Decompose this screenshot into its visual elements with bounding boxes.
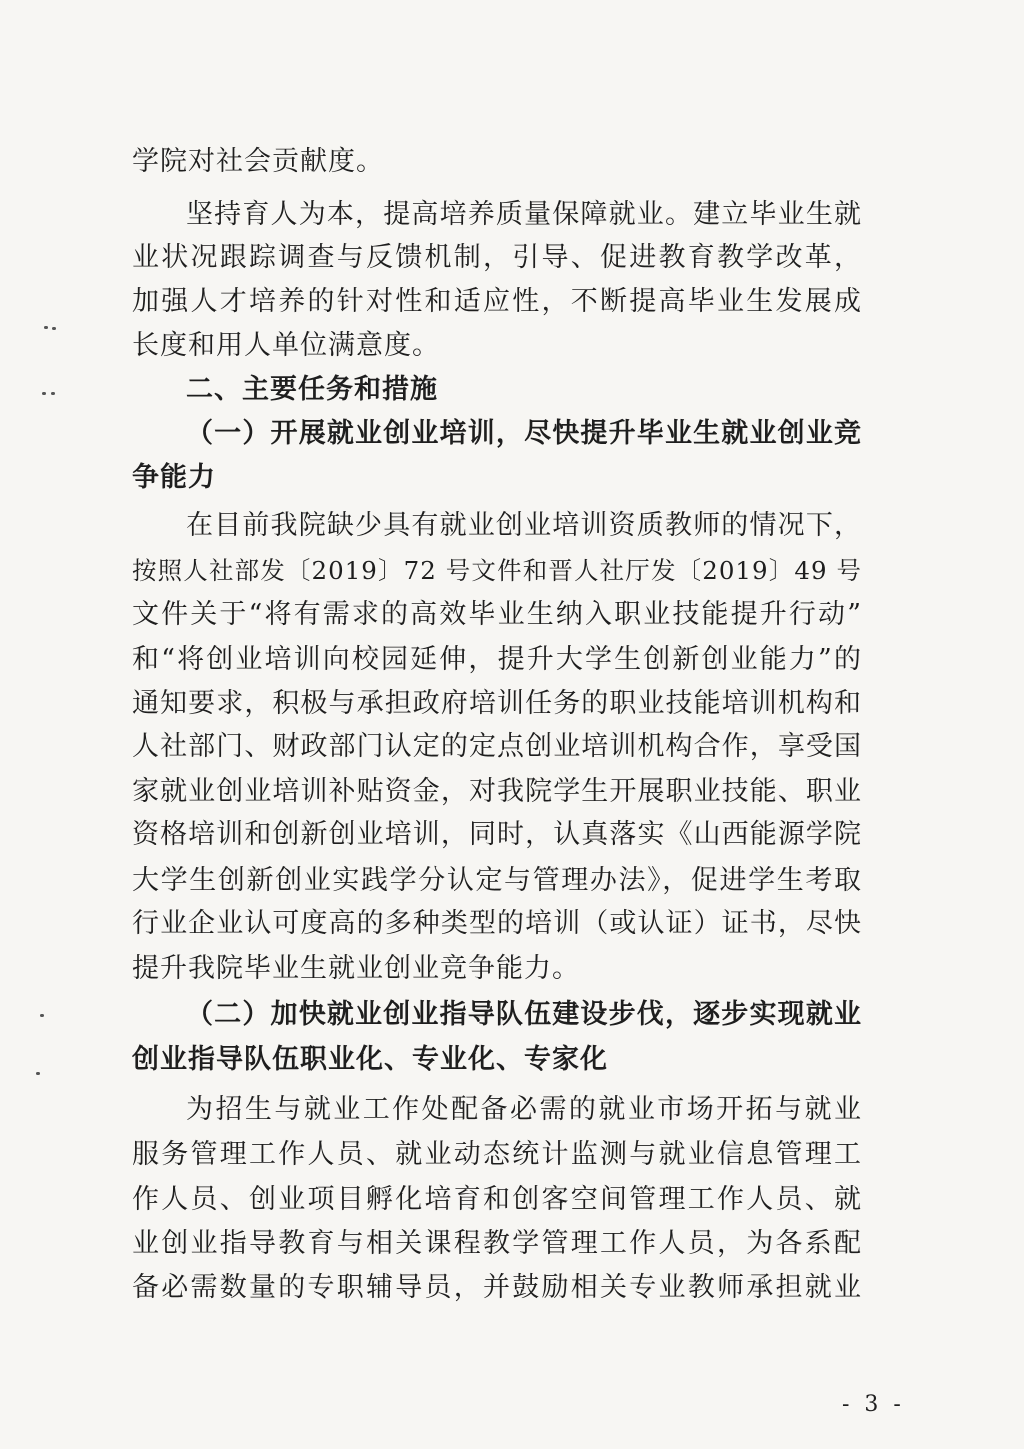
scan-speck <box>44 326 48 329</box>
paragraph-line: 提升我院毕业生就业创业竞争能力。 <box>132 953 580 984</box>
paragraph-line: 文件关于“将有需求的高效毕业生纳入职业技能提升行动” <box>132 599 862 630</box>
subsection-heading: 创业指导队伍职业化、专业化、专家化 <box>132 1044 608 1075</box>
paragraph-line: 备必需数量的专职辅导员，并鼓励相关专业教师承担就业 <box>132 1272 862 1303</box>
scan-speck <box>51 392 55 395</box>
scan-speck <box>40 1014 44 1017</box>
scan-speck <box>42 392 46 395</box>
paragraph-line: 资格培训和创新创业培训，同时，认真落实《山西能源学院 <box>132 819 862 850</box>
paragraph-line: 通知要求，积极与承担政府培训任务的职业技能培训机构和 <box>132 688 862 719</box>
paragraph-line: 行业企业认可度高的多种类型的培训（或认证）证书，尽快 <box>132 908 862 939</box>
section-heading: 二、主要任务和措施 <box>186 374 438 405</box>
scan-speck <box>52 327 56 330</box>
subsection-heading: （一）开展就业创业培训，尽快提升毕业生就业创业竞 <box>186 418 862 449</box>
paragraph-line: 业创业指导教育与相关课程教学管理工作人员，为各系配 <box>132 1228 862 1259</box>
paragraph-line: 服务管理工作人员、就业动态统计监测与就业信息管理工 <box>132 1139 862 1170</box>
paragraph-line: 家就业创业培训补贴资金，对我院学生开展职业技能、职业 <box>132 776 862 807</box>
paragraph-line: 人社部门、财政部门认定的定点创业培训机构合作，享受国 <box>132 731 862 762</box>
subsection-heading: 争能力 <box>132 462 216 493</box>
paragraph-line: 坚持育人为本，提高培养质量保障就业。建立毕业生就 <box>186 199 862 230</box>
page-number: - 3 - <box>842 1392 905 1417</box>
paragraph-line: 业状况跟踪调查与反馈机制，引导、促进教育教学改革， <box>132 242 862 273</box>
paragraph-line: 为招生与就业工作处配备必需的就业市场开拓与就业 <box>186 1094 862 1125</box>
scan-speck <box>36 1072 40 1075</box>
paragraph-line: 学院对社会贡献度。 <box>132 146 384 177</box>
paragraph-line: 加强人才培养的针对性和适应性，不断提高毕业生发展成 <box>132 286 862 317</box>
subsection-heading: （二）加快就业创业指导队伍建设步伐，逐步实现就业 <box>186 999 862 1030</box>
paragraph-line: 和“将创业培训向校园延伸，提升大学生创新创业能力”的 <box>132 644 862 675</box>
paragraph-line: 长度和用人单位满意度。 <box>132 330 440 361</box>
paragraph-line: 按照人社部发〔2019〕72 号文件和晋人社厅发〔2019〕49 号 <box>132 556 862 585</box>
paragraph-line: 作人员、创业项目孵化培育和创客空间管理工作人员、就 <box>132 1184 862 1215</box>
paragraph-line: 在目前我院缺少具有就业创业培训资质教师的情况下， <box>186 510 862 541</box>
paragraph-line: 大学生创新创业实践学分认定与管理办法》，促进学生考取 <box>132 865 862 896</box>
